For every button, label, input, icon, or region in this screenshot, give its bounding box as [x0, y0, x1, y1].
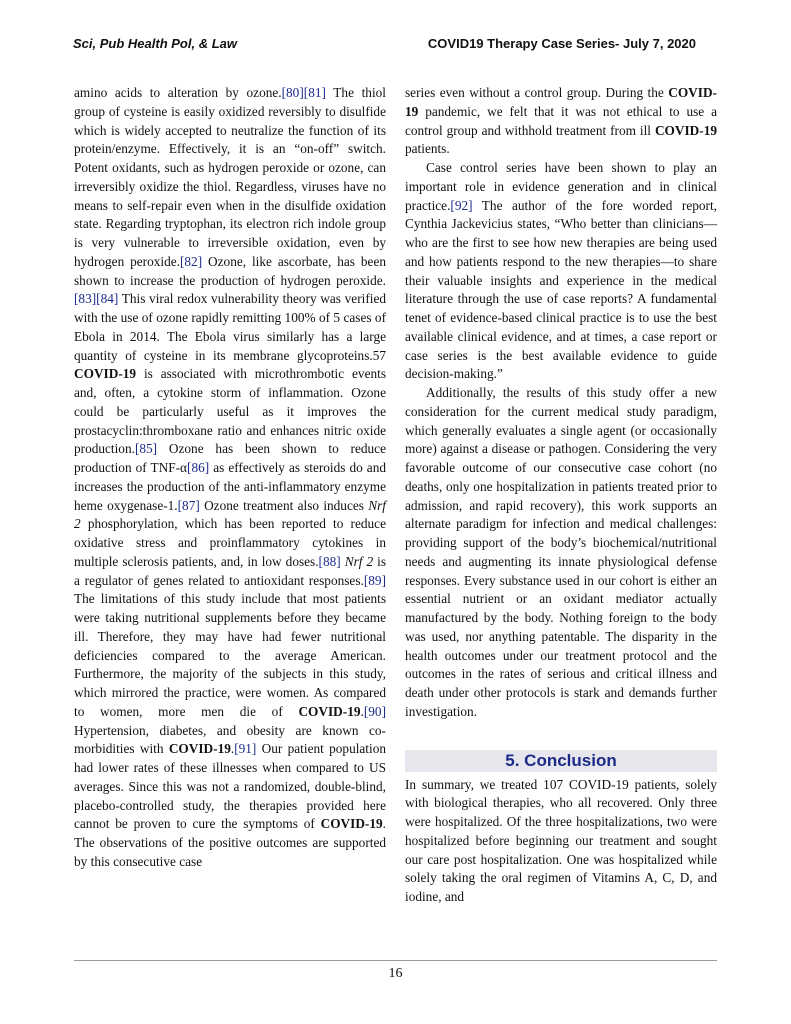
- citation-link[interactable]: [88]: [318, 553, 341, 569]
- right-column: [405, 84, 717, 907]
- body-paragraph: amino acids to alteration by ozone.[80][81] The thiol group of cysteine is easily oxidized reversibly to disulfide which is widely accepted to neutralize the function of its protein/enzyme. Effectively, it is an “on-off” switch. Potent oxidants, such as hydrogen peroxide or ozone, can irreversibly oxidize the thiol. Regardless, viruses have no means to self-repair even when in the disulfide oxidation state. Regarding tryptophan, its electron rich indole group is very vulnerable to irreversible oxidation, even by hydrogen peroxide.[82] Ozone, like ascorbate, has been shown to increase the production of hydrogen peroxide.[83][84] This viral redox vulnerability theory was verified with the use of ozone rapidly remitting 100% of 5 cases of Ebola in 2014. The Ebola virus similarly has a large quantity of cysteine in its membrane glycoproteins.57 COVID-19 is associated with microthrombotic events and, often, a cytokine storm of inflammation. Ozone could be particularly useful as it improves the prostacyclin:thromboxane ratio and enhances nitric oxide production.[85] Ozone has been shown to reduce production of TNF-α[86] as effectively as steroids do and increases the production of the anti-inflammatory enzyme heme oxygenase-1.[87] Ozone treatment also induces Nrf 2 phosphorylation, which has been reported to reduce oxidative stress and proinflammatory cytokines in multiple sclerosis patients, and, in low doses.[88] Nrf 2 is a regulator of genes related to antioxidant responses.[89] The limitations of this study include that most patients were taking nutritional supplements before they became ill. Therefore, they may have had fewer nutritional deficiencies compared to the average American. Furthermore, the majority of the subjects in this study, which mirrored the practice, were women. As compared to women, more men die of COVID-19.[90] Hypertension, diabetes, and obesity are known co-morbidities with COVID-19.[91] Our patient population had lower rates of these illnesses when compared to US averages. Since this was not a randomized, double-blind, placebo-controlled study, the therapies provided here cannot be proven to cure the symptoms of COVID-19. The observations of the positive outcomes are supported by this consecutive case: [74, 85, 387, 869]
- citation-link[interactable]: [83]: [74, 291, 97, 307]
- citation-link[interactable]: [87]: [177, 497, 200, 513]
- running-header-journal: Sci, Pub Health Pol, & Law: [73, 36, 237, 51]
- left-column: [74, 84, 386, 872]
- running-header-title: COVID19 Therapy Case Series- July 7, 2020: [427, 36, 696, 51]
- citation-link[interactable]: [90]: [363, 703, 386, 719]
- footer-divider: [74, 960, 717, 961]
- citation-link[interactable]: [85]: [134, 441, 158, 457]
- body-paragraph: Case control series have been shown to play an important role in evidence generation and in clinical practice.[92] The author of the fore worded report, Cynthia Jackevicius states, “Who better than clinicians—who are the first to see how new therapies are being used and how patients respond to the new therapies—to share their valuable insights and experience in the medical literature through the use of case reports? A fundamental tenet of evidence-based clinical practice is to use the best available clinical evidence, and at times, a case report or case series is the best available evidence to guide decision-making.”: [405, 160, 717, 382]
- page-number: 16: [388, 966, 403, 981]
- citation-link[interactable]: [80]: [281, 85, 304, 100]
- citation-link[interactable]: [86]: [187, 460, 210, 475]
- citation-link[interactable]: [82]: [179, 253, 203, 269]
- body-paragraph: In summary, we treated 107 COVID-19 patients, solely with biological therapies, who all recovered. Only three were hospitalized. Of the three hospitalizations, two were hospitalized before beginning our treatment and sought our care post hospitalization. One was hospitalized while solely taking the oral regimen of Vitamins A, C, D, and iodine, and: [405, 776, 717, 904]
- citation-link[interactable]: [84]: [96, 291, 119, 307]
- body-paragraph: series even without a control group. During the COVID-19 pandemic, we felt that it was not ethical to use a control group and withhold treatment from ill COVID-19 patients.: [405, 85, 717, 157]
- body-paragraph: Additionally, the results of this study offer a new consideration for the current medical study paradigm, which generally evaluates a single agent (or occasionally more) against a disease or pathogen. Considering the very favorable outcome of our consecutive case cohort (no deaths, only one hospitalization in patients treated prior to admission, and rapid recovery), this work supports an alternate paradigm for infection and medical challenges: providing support of the body’s biochemical/nutritional needs and augmenting its innate physiological defense responses. Every substance used in our cohort is either an essential nutrient or an oxidant mediator actually manufactured by the body. Nothing foreign to the body was used, nor anything patentable. The disparity in the health outcomes under our treatment protocol and the outcomes in the rates of serious and critical illness and death under other protocols is stark and demands further investigation.: [405, 385, 717, 719]
- citation-link[interactable]: [92]: [450, 197, 473, 213]
- citation-link[interactable]: [89]: [363, 572, 386, 588]
- section-heading-conclusion: 5. Conclusion: [405, 750, 717, 772]
- citation-link[interactable]: [81]: [303, 85, 326, 100]
- citation-link[interactable]: [91]: [234, 741, 257, 757]
